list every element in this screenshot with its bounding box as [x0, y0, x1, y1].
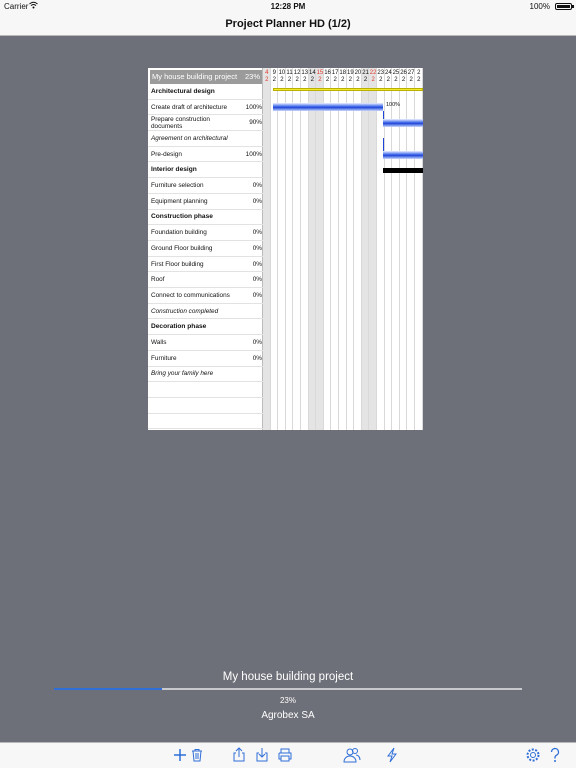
day-number: 4 [265, 70, 269, 76]
company-name: Agrobex SA [261, 710, 315, 721]
task-row [148, 398, 263, 414]
task-group-row[interactable] [148, 210, 263, 226]
day-header [286, 70, 294, 84]
task-name: Walls [151, 339, 167, 347]
print-icon[interactable] [277, 747, 293, 763]
task-group-row[interactable] [148, 84, 263, 100]
day-header [400, 70, 408, 84]
day-header [354, 70, 362, 84]
carrier-label: Carrier [4, 2, 29, 11]
day-month: 2 [303, 77, 307, 83]
bottom-toolbar [0, 742, 576, 768]
day-header [316, 70, 324, 84]
day-number: 26 [400, 70, 407, 76]
task-row [148, 414, 263, 430]
task-percent: 0% [252, 244, 262, 252]
day-month: 2 [356, 77, 360, 83]
task-percent: 90% [249, 119, 262, 127]
task-group-row[interactable] [148, 320, 263, 336]
day-header [263, 70, 271, 84]
task-row[interactable] [148, 100, 263, 116]
day-column [347, 68, 355, 430]
task-row[interactable] [148, 241, 263, 257]
day-column [369, 68, 377, 430]
day-number: 22 [369, 70, 377, 76]
task-percent: 0% [252, 197, 262, 205]
day-number: 24 [385, 70, 392, 76]
task-group-row[interactable] [148, 163, 263, 179]
task-row[interactable] [148, 147, 263, 163]
task-row[interactable] [148, 288, 263, 304]
day-column [362, 68, 370, 430]
day-number: 9 [272, 70, 277, 76]
task-row[interactable] [148, 272, 263, 288]
day-month: 2 [325, 77, 330, 83]
task-name: Agreement on architectural [151, 134, 228, 142]
day-header [415, 70, 423, 84]
task-row[interactable] [148, 351, 263, 367]
task-row [148, 382, 263, 398]
day-number: 13 [301, 70, 309, 76]
day-column [339, 68, 347, 430]
day-month: 2 [318, 77, 322, 83]
day-header [278, 70, 286, 84]
day-column [309, 68, 317, 430]
task-name: Interior design [151, 166, 197, 174]
task-name: Roof [151, 276, 165, 284]
task-percent: 0% [252, 276, 262, 284]
task-row[interactable] [148, 194, 263, 210]
task-row[interactable] [148, 335, 263, 351]
task-name [151, 398, 239, 413]
day-month: 2 [287, 77, 292, 83]
task-row[interactable] [148, 225, 263, 241]
day-header [324, 70, 332, 84]
import-icon[interactable] [254, 747, 270, 763]
task-name [151, 382, 239, 397]
day-number: 12 [293, 70, 301, 76]
project-header-pct: 23% [244, 72, 260, 81]
day-month: 2 [333, 77, 337, 83]
day-number: 15 [316, 70, 324, 76]
battery-percent: 100% [529, 2, 550, 11]
task-name: Architectural design [151, 87, 215, 95]
day-header [293, 70, 301, 84]
day-column [278, 68, 286, 430]
day-column [263, 68, 271, 430]
task-percent: 0% [252, 182, 262, 190]
day-month: 2 [417, 77, 421, 83]
milestone-row[interactable] [148, 304, 263, 320]
day-header [331, 70, 339, 84]
task-percent: 100% [245, 103, 262, 111]
day-month: 2 [363, 77, 368, 83]
day-header [385, 70, 393, 84]
task-row[interactable] [148, 257, 263, 273]
day-number: 16 [324, 70, 331, 76]
bar-percent-label: 100% [386, 102, 401, 108]
battery-icon [555, 3, 572, 10]
task-percent: 0% [252, 339, 262, 347]
day-month: 2 [386, 77, 391, 83]
day-column [331, 68, 339, 430]
day-header [369, 70, 377, 84]
day-header [392, 70, 400, 84]
day-header [271, 70, 279, 84]
day-number: 2 [417, 70, 421, 76]
flash-icon[interactable] [384, 747, 400, 763]
task-name: Prepare construction documents [151, 115, 210, 130]
day-header [362, 70, 370, 84]
project-header [150, 70, 262, 84]
day-number: 19 [347, 70, 354, 76]
milestone-bar[interactable] [383, 168, 423, 173]
day-header [339, 70, 347, 84]
task-name: Equipment planning [151, 197, 208, 205]
task-percent: 0% [252, 291, 262, 299]
task-name: Connect to communications [151, 291, 230, 299]
day-column [286, 68, 294, 430]
project-progress-label: 23% [279, 696, 296, 705]
resources-icon[interactable] [343, 747, 359, 763]
task-percent: 100% [245, 150, 262, 158]
day-column [354, 68, 362, 430]
day-number: 23 [377, 70, 385, 76]
task-list [148, 68, 263, 430]
task-percent: 0% [252, 354, 262, 362]
status-bar [0, 0, 576, 13]
add-icon[interactable] [172, 747, 188, 763]
page-title: Project Planner HD (1/2) [225, 18, 351, 30]
task-name [151, 414, 239, 429]
day-header [301, 70, 309, 84]
summary-bar[interactable] [273, 88, 423, 91]
day-month: 2 [401, 77, 406, 83]
day-number: 25 [392, 70, 400, 76]
day-month: 2 [379, 77, 383, 83]
project-title: My house building project [222, 671, 354, 683]
gantt-bar[interactable] [273, 103, 383, 111]
task-name: Furniture [151, 354, 177, 362]
day-month: 2 [409, 77, 413, 83]
day-month: 2 [272, 77, 277, 83]
task-name: Construction completed [151, 307, 219, 315]
task-name: Construction phase [151, 213, 213, 221]
day-column [301, 68, 309, 430]
help-icon[interactable] [547, 747, 563, 763]
day-column [271, 68, 279, 430]
project-progress-bar [54, 688, 522, 690]
gantt-timeline [263, 68, 423, 430]
nav-bar [0, 13, 576, 36]
task-row[interactable] [148, 115, 263, 131]
project-header-name: My house building project [152, 72, 238, 81]
task-name: Foundation building [151, 229, 207, 237]
task-name: Decoration phase [151, 323, 207, 331]
day-month: 2 [310, 77, 315, 83]
day-column [324, 68, 332, 430]
task-name: Create draft of architecture [151, 103, 228, 111]
task-name: Furniture selection [151, 182, 204, 190]
day-number: 20 [354, 70, 362, 76]
day-month: 2 [280, 77, 284, 83]
gantt-bar[interactable] [383, 151, 423, 159]
day-column [316, 68, 324, 430]
day-number: 17 [331, 70, 339, 76]
task-percent: 0% [252, 260, 262, 268]
milestone-row[interactable] [148, 131, 263, 147]
day-header [309, 70, 317, 84]
day-header [377, 70, 385, 84]
settings-icon[interactable] [525, 747, 541, 763]
day-month: 2 [394, 77, 398, 83]
day-month: 2 [341, 77, 345, 83]
day-column [293, 68, 301, 430]
project-progress-fill [54, 688, 162, 690]
task-name: Ground Floor building [151, 244, 213, 252]
day-number: 18 [339, 70, 347, 76]
task-name: Pre-design [151, 150, 182, 158]
milestone-row[interactable] [148, 367, 263, 383]
day-month: 2 [295, 77, 299, 83]
day-month: 2 [348, 77, 353, 83]
task-name: First Floor building [151, 260, 204, 268]
day-month: 2 [371, 77, 375, 83]
task-name: Bring your family here [151, 370, 214, 378]
share-icon[interactable] [231, 747, 247, 763]
gantt-bar[interactable] [383, 119, 423, 127]
day-number: 21 [362, 70, 369, 76]
day-header [407, 70, 415, 84]
day-number: 14 [309, 70, 316, 76]
clock: 12:28 PM [270, 2, 306, 11]
day-header [347, 70, 355, 84]
day-number: 11 [286, 70, 293, 76]
dependency-link [383, 111, 384, 119]
dependency-link [383, 138, 384, 151]
gantt-preview-page[interactable] [148, 68, 423, 430]
day-number: 27 [407, 70, 415, 76]
task-row[interactable] [148, 178, 263, 194]
day-month: 2 [265, 77, 269, 83]
task-percent: 0% [252, 229, 262, 237]
day-number: 10 [278, 70, 286, 76]
trash-icon[interactable] [189, 747, 205, 763]
